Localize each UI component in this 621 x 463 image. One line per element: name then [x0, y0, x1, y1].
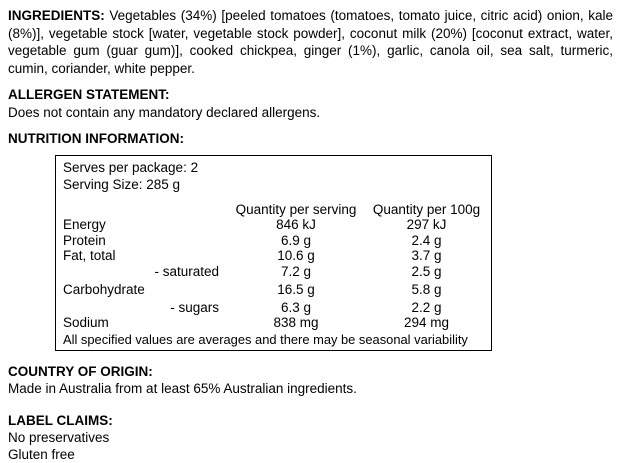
claims-heading: LABEL CLAIMS: [8, 412, 613, 430]
nutrition-footnote: All specified values are averages and there may be seasonal variability [56, 332, 491, 348]
table-spacer [56, 193, 491, 202]
claim-item: Gluten free [8, 446, 613, 463]
nutrition-row-carbohydrate [56, 282, 491, 298]
nutrition-panel [55, 155, 492, 351]
nutrition-header-row [56, 202, 491, 218]
col-header-per-serving: Quantity per serving [223, 202, 369, 218]
nutrition-section [8, 130, 613, 351]
nutrition-row-energy [56, 217, 491, 233]
nutrition-row-protein [56, 233, 491, 249]
origin-heading: COUNTRY OF ORIGIN: [8, 363, 613, 381]
nutrient-name: Energy [63, 217, 223, 233]
nutrient-per-serving: 16.5 g [223, 282, 369, 298]
nutrient-per-100g: 2.4 g [369, 233, 484, 249]
nutrient-per-serving: 6.9 g [223, 233, 369, 249]
nutrient-per-100g: 5.8 g [369, 282, 484, 298]
nutrient-name: - sugars [63, 300, 223, 316]
allergen-section [8, 86, 613, 121]
nutrition-heading: NUTRITION INFORMATION: [8, 130, 613, 148]
nutrient-per-serving: 6.3 g [223, 300, 369, 316]
nutrient-per-serving: 7.2 g [223, 264, 369, 280]
allergen-text: Does not contain any mandatory declared allergens. [8, 104, 613, 122]
allergen-heading: ALLERGEN STATEMENT: [8, 86, 613, 104]
ingredients-heading: INGREDIENTS: [8, 8, 105, 23]
nutrient-per-serving: 846 kJ [223, 217, 369, 233]
nutrient-per-100g: 294 mg [369, 315, 484, 331]
nutrient-per-100g: 2.5 g [369, 264, 484, 280]
nutrient-per-serving: 838 mg [223, 315, 369, 331]
nutrient-per-100g: 3.7 g [369, 248, 484, 264]
nutrient-per-100g: 2.2 g [369, 300, 484, 316]
origin-section [8, 363, 613, 398]
nutrient-name: Carbohydrate [63, 282, 223, 298]
origin-text: Made in Australia from at least 65% Australian ingredients. [8, 380, 613, 398]
ingredients-text: Vegetables (34%) [peeled tomatoes (tomatoes, tomato juice, citric acid) onion, kale (8%)], vegetable stock [water, vegetable stock powder], coconut milk (20%) [coconut extract, water, vegetable gum (guar gum)], cooked chickpea, ginger (1%), garlic, canola oil, sea salt, turmeric, cumin, coriander, white pepper. [8, 8, 613, 76]
nutrient-name: - saturated [63, 264, 223, 280]
nutrition-row-sugars [56, 300, 491, 316]
nutrient-name: Fat, total [63, 248, 223, 264]
serves-per-package: Serves per package: 2 [56, 159, 491, 176]
nutrition-row-saturated [56, 264, 491, 280]
nutrient-name-column-spacer [63, 202, 223, 218]
ingredients-section [8, 7, 613, 77]
nutrient-name: Sodium [63, 315, 223, 331]
nutrient-per-100g: 297 kJ [369, 217, 484, 233]
nutrition-row-fat-total [56, 248, 491, 264]
claims-section [8, 412, 613, 463]
col-header-per-100g: Quantity per 100g [369, 202, 484, 218]
nutrient-per-serving: 10.6 g [223, 248, 369, 264]
serving-size: Serving Size: 285 g [56, 176, 491, 193]
claim-item: No preservatives [8, 429, 613, 446]
nutrient-name: Protein [63, 233, 223, 249]
nutrition-row-sodium [56, 315, 491, 331]
